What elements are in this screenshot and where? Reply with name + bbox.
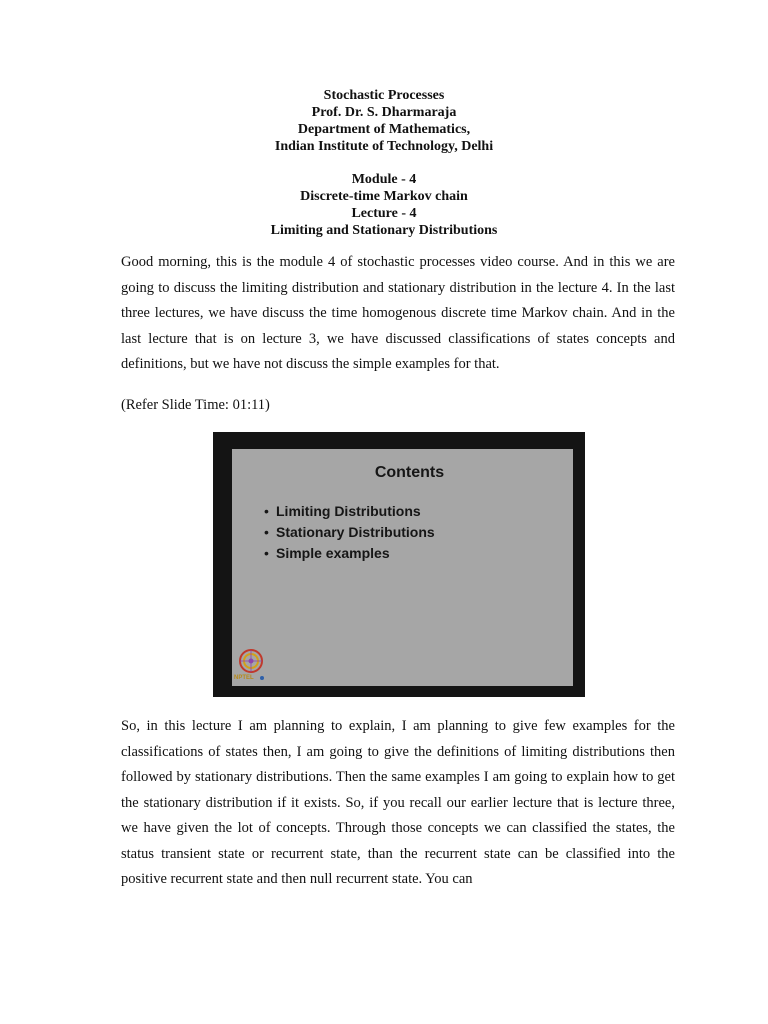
lecture-slide-image bbox=[213, 432, 585, 697]
intro-paragraph: Good morning, this is the module 4 of stochastic processes video course. And in this we are going to discuss the limiting distribution and stationary distribution in the lecture 4. In the last three lectures, we have discuss the time homogenous discrete time Markov chain. And in the last lecture that is on lecture 3, we have discussed classifications of states concepts and definitions, but we have not discuss the simple examples for that. bbox=[121, 254, 675, 372]
slide-screen bbox=[232, 449, 573, 686]
lecture-title: Limiting and Stationary Distributions bbox=[270, 223, 498, 238]
professor-name: Prof. Dr. S. Dharmaraja bbox=[311, 105, 457, 120]
department-name: Department of Mathematics, bbox=[297, 122, 471, 137]
slide-item: • Limiting Distributions bbox=[264, 503, 421, 519]
slide-title: Contents bbox=[374, 464, 445, 481]
document-header bbox=[0, 87, 768, 239]
nptel-logo-text: NPTEL bbox=[234, 675, 254, 681]
slide-contents-list bbox=[264, 501, 435, 564]
module-topic: Discrete-time Markov chain bbox=[300, 189, 468, 204]
institute-name: Indian Institute of Technology, Delhi bbox=[274, 139, 494, 154]
slide-item-label: Simple examples bbox=[276, 545, 390, 561]
slide-item-label: Limiting Distributions bbox=[276, 503, 421, 519]
course-title: Stochastic Processes bbox=[323, 88, 445, 103]
slide-item: • Simple examples bbox=[264, 545, 390, 561]
slide-item-label: Stationary Distributions bbox=[276, 524, 435, 540]
body-paragraph: So, in this lecture I am planning to explain, I am planning to give few examples for the classifications of states then, I am going to give the definitions of limiting distributions then followed by stationary distributions. Then the same examples I am going to explain how to get the stationary distribution if it exists. So, if you recall our earlier lecture that is lecture three, we have given the lot of concepts. Through those concepts we can classified the states, the status transient state or recurrent state, than the recurrent state can be classified into the positive recurrent state and then null recurrent state. You can bbox=[121, 718, 675, 887]
slide-item: • Stationary Distributions bbox=[264, 524, 435, 540]
lecture-number: Lecture - 4 bbox=[351, 206, 417, 221]
module-number: Module - 4 bbox=[351, 172, 417, 187]
refer-slide-time: (Refer Slide Time: 01:11) bbox=[121, 397, 270, 413]
